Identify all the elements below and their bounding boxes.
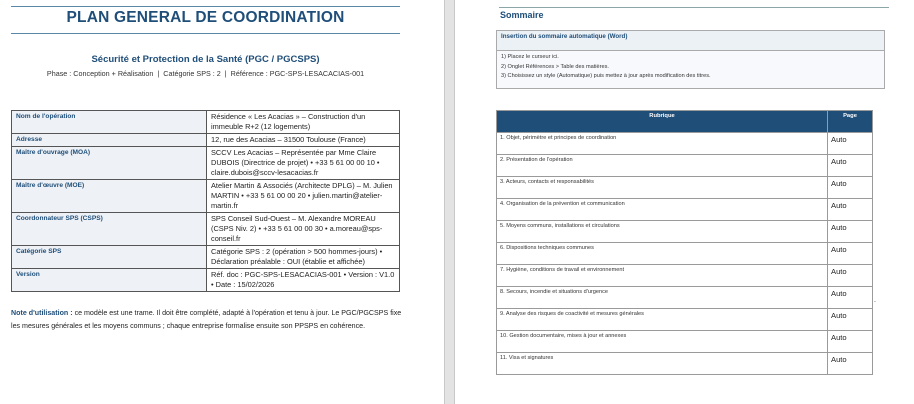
info-value[interactable]: 12, rue des Acacias – 31500 Toulouse (France) (207, 134, 400, 147)
toc-row (497, 353, 873, 375)
info-label: Catégorie SPS (12, 246, 207, 269)
toc-page[interactable]: Auto (828, 287, 873, 309)
info-row (12, 147, 400, 180)
toc-header-page: Page (828, 111, 873, 133)
info-row (12, 246, 400, 269)
toc-rubrique[interactable]: 1. Objet, périmètre et principes de coordination (497, 133, 828, 155)
toc-row (497, 265, 873, 287)
info-value[interactable]: Catégorie SPS : 2 (opération > 500 hommes-jours) • Déclaration préalable : OUI (établie et affichée) (207, 246, 400, 269)
toc-header-row (497, 111, 873, 133)
insertion-step: 2) Onglet Références > Table des matières. (501, 63, 609, 70)
toc-row (497, 221, 873, 243)
document-title: PLAN GENERAL DE COORDINATION (66, 9, 345, 26)
toc-row (497, 155, 873, 177)
toc-table (496, 110, 873, 375)
toc-row (497, 309, 873, 331)
document-subtitle: Sécurité et Protection de la Santé (PGC / PGCSPS) (91, 54, 320, 65)
usage-note (11, 307, 406, 333)
document-page-2 (455, 0, 914, 404)
toc-row (497, 243, 873, 265)
toc-rubrique[interactable]: 3. Acteurs, contacts et responsabilités (497, 177, 828, 199)
toc-page[interactable]: Auto (828, 133, 873, 155)
sommaire-heading: Sommaire (500, 10, 544, 20)
toc-page[interactable]: Auto (828, 221, 873, 243)
insertion-step: 1) Placez le curseur ici. (501, 54, 559, 60)
toc-page[interactable]: Auto (828, 353, 873, 375)
toc-row (497, 177, 873, 199)
info-label: Maître d'œuvre (MOE) (12, 180, 207, 213)
operation-info-table (11, 110, 400, 292)
toc-rubrique[interactable]: 5. Moyens communs, installations et circulations (497, 221, 828, 243)
toc-rubrique[interactable]: 4. Organisation de la prévention et communication (497, 199, 828, 221)
toc-page[interactable]: Auto (828, 243, 873, 265)
info-value[interactable]: SPS Conseil Sud-Ouest – M. Alexandre MOREAU (CSPS Niv. 2) • +33 5 61 00 00 30 • a.moreau@sps-conseil.fr (207, 213, 400, 246)
info-row (12, 111, 400, 134)
toc-row (497, 199, 873, 221)
info-value[interactable]: Résidence « Les Acacias » – Construction d'un immeuble R+2 (12 logements) (207, 111, 400, 134)
toc-insertion-box[interactable] (496, 30, 885, 89)
sommaire-top-rule (499, 7, 889, 8)
toc-row (497, 331, 873, 353)
info-row (12, 213, 400, 246)
info-value[interactable]: Réf. doc : PGC-SPS-LESACACIAS-001 • Version : V1.0 • Date : 15/02/2026 (207, 269, 400, 292)
info-row (12, 134, 400, 147)
info-row (12, 180, 400, 213)
toc-insertion-heading: Insertion du sommaire automatique (Word) (497, 31, 884, 51)
toc-rubrique[interactable]: 11. Visa et signatures (497, 353, 828, 375)
info-label: Version (12, 269, 207, 292)
toc-page[interactable]: Auto (828, 155, 873, 177)
toc-page[interactable]: Auto (828, 265, 873, 287)
toc-rubrique[interactable]: 7. Hygiène, conditions de travail et environnement (497, 265, 828, 287)
info-label: Coordonnateur SPS (CSPS) (12, 213, 207, 246)
info-label: Maître d'ouvrage (MOA) (12, 147, 207, 180)
insertion-step: 3) Choisissez un style (Automatique) puis mettez à jour après modification des titres. (501, 73, 711, 79)
toc-rubrique[interactable]: 9. Analyse des risques de coactivité et mesures générales (497, 309, 828, 331)
toc-row (497, 133, 873, 155)
usage-note-text: ce modèle est une trame. Il doit être complété, adapté à l'opération et tenu à jour. Le PGC/PGCSPS fixe les mesures générales et les moyens communs ; chaque entreprise formalise ensuite son PPSPS en cohérence. (11, 309, 402, 330)
toc-page[interactable]: Auto (828, 309, 873, 331)
toc-rubrique[interactable]: 8. Secours, incendie et situations d'urgence (497, 287, 828, 309)
info-value[interactable]: SCCV Les Acacias – Représentée par Mme Claire DUBOIS (Directrice de projet) • +33 5 61 00 00 10 • claire.dubois@sccv-lesacacias.fr (207, 147, 400, 180)
page-gutter (444, 0, 455, 404)
toc-page[interactable]: Auto (828, 331, 873, 353)
title-bottom-rule (11, 33, 400, 34)
info-label: Adresse (12, 134, 207, 147)
info-value[interactable]: Atelier Martin & Associés (Architecte DPLG) – M. Julien MARTIN • +33 5 61 00 00 20 • julien.martin@atelier-martin.fr (207, 180, 400, 213)
stray-mark: . (874, 297, 876, 304)
info-label: Nom de l'opération (12, 111, 207, 134)
title-top-rule (11, 6, 400, 7)
toc-header-rubrique: Rubrique (497, 111, 828, 133)
document-page-1 (0, 0, 444, 404)
toc-insertion-steps (497, 51, 884, 84)
toc-rubrique[interactable]: 10. Gestion documentaire, mises à jour et annexes (497, 331, 828, 353)
toc-row (497, 287, 873, 309)
toc-page[interactable]: Auto (828, 177, 873, 199)
info-row (12, 269, 400, 292)
document-meta-line: Phase : Conception + Réalisation | Catégorie SPS : 2 | Référence : PGC-SPS-LESACACIAS-001 (46, 69, 365, 78)
toc-rubrique[interactable]: 6. Dispositions techniques communes (497, 243, 828, 265)
toc-rubrique[interactable]: 2. Présentation de l'opération (497, 155, 828, 177)
usage-note-label: Note d'utilisation : (11, 309, 73, 317)
toc-page[interactable]: Auto (828, 199, 873, 221)
